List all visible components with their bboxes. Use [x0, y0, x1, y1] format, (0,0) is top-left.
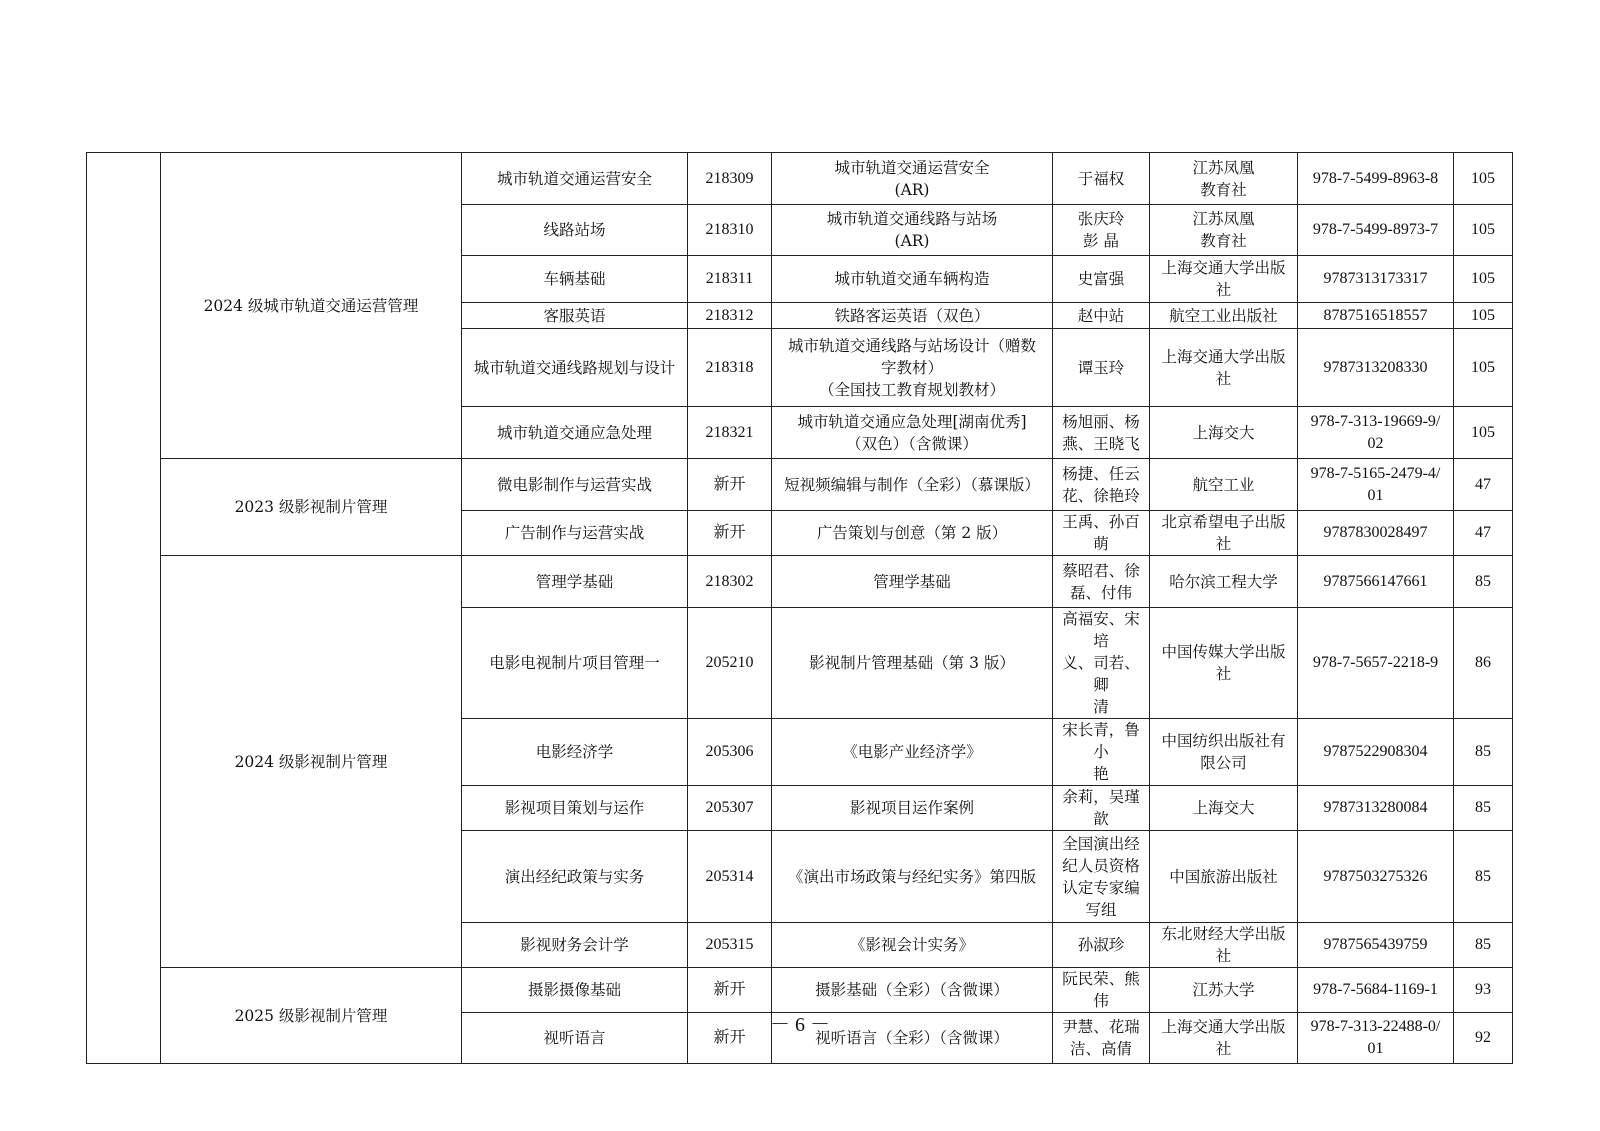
textbook-title-cell: 视听语言（全彩）（含微课）	[772, 1013, 1053, 1064]
author-cell	[1053, 556, 1150, 608]
publisher-cell	[1150, 923, 1298, 968]
quantity-cell: 85	[1454, 831, 1513, 923]
publisher-cell: 上海交大	[1150, 407, 1298, 459]
publisher-cell: 航空工业	[1150, 459, 1298, 511]
course-cell: 广告制作与运营实战	[462, 511, 688, 556]
author-line: 义、司若、卿	[1062, 654, 1140, 694]
course-code-cell: 新开	[688, 968, 772, 1013]
author-cell	[1053, 205, 1150, 256]
course-code-cell: 205210	[688, 608, 772, 719]
publisher-cell	[1150, 608, 1298, 719]
quantity-cell: 93	[1454, 968, 1513, 1013]
publisher-cell: 哈尔滨工程大学	[1150, 556, 1298, 608]
isbn-cell: 8787516518557	[1298, 303, 1454, 329]
isbn-line: 02	[1367, 434, 1384, 452]
textbook-title-line: 城市轨道交通线路与站场	[826, 210, 998, 228]
course-code-cell: 新开	[688, 459, 772, 511]
quantity-cell: 105	[1454, 329, 1513, 407]
publisher-line: 限公司	[1200, 754, 1247, 772]
course-code-cell: 205315	[688, 923, 772, 968]
publisher-line: 上海交通大学出版	[1161, 1018, 1286, 1036]
publisher-cell	[1150, 719, 1298, 786]
publisher-cell	[1150, 329, 1298, 407]
author-cell: 史富强	[1053, 256, 1150, 303]
author-cell: 谭玉玲	[1053, 329, 1150, 407]
author-line: 花、徐艳玲	[1062, 486, 1140, 505]
course-cell: 城市轨道交通运营安全	[462, 153, 688, 205]
author-line: 彭 晶	[1083, 232, 1119, 250]
isbn-cell: 9787522908304	[1298, 719, 1454, 786]
textbook-title-line: （双色）（含微课）	[846, 434, 978, 453]
isbn-cell: 978-7-5657-2218-9	[1298, 608, 1454, 719]
isbn-cell: 9787830028497	[1298, 511, 1454, 556]
publisher-line: 北京希望电子出版	[1161, 513, 1286, 531]
isbn-cell: 9787313280084	[1298, 786, 1454, 831]
isbn-cell: 978-7-5499-8973-7	[1298, 205, 1454, 256]
isbn-line: 01	[1367, 486, 1384, 504]
textbook-title-cell: 《演出市场政策与经纪实务》第四版	[772, 831, 1053, 923]
author-cell	[1053, 608, 1150, 719]
textbook-title-cell: 广告策划与创意（第 2 版）	[772, 511, 1053, 556]
publisher-cell	[1150, 153, 1298, 205]
publisher-cell	[1150, 205, 1298, 256]
isbn-cell: 9787313208330	[1298, 329, 1454, 407]
textbook-title-cell	[772, 329, 1053, 407]
textbook-title-cell: 短视频编辑与制作（全彩）（慕课版）	[772, 459, 1053, 511]
textbook-title-cell: 《电影产业经济学》	[772, 719, 1053, 786]
course-cell: 电影电视制片项目管理一	[462, 608, 688, 719]
course-code-cell: 218309	[688, 153, 772, 205]
quantity-cell: 47	[1454, 511, 1513, 556]
course-code-cell: 新开	[688, 511, 772, 556]
course-code-cell: 218321	[688, 407, 772, 459]
class-name-cell: 2025 级影视制片管理	[161, 968, 462, 1064]
author-cell: 赵中站	[1053, 303, 1150, 329]
author-cell	[1053, 459, 1150, 511]
course-cell: 视听语言	[462, 1013, 688, 1064]
isbn-cell: 9787566147661	[1298, 556, 1454, 608]
quantity-cell: 85	[1454, 719, 1513, 786]
quantity-cell: 47	[1454, 459, 1513, 511]
author-line: 洁、高倩	[1069, 1040, 1132, 1058]
publisher-cell: 上海交大	[1150, 786, 1298, 831]
textbook-title-cell: 影视制片管理基础（第 3 版）	[772, 608, 1053, 719]
table-row	[87, 459, 1513, 511]
author-line: 杨捷、任云	[1062, 464, 1140, 483]
table-row	[87, 968, 1513, 1013]
course-cell: 影视财务会计学	[462, 923, 688, 968]
course-code-cell: 205314	[688, 831, 772, 923]
textbook-title-cell: 影视项目运作案例	[772, 786, 1053, 831]
course-code-cell: 218302	[688, 556, 772, 608]
author-line: 张庆玲	[1077, 210, 1125, 228]
publisher-line: 中国传媒大学出版	[1161, 643, 1286, 661]
textbook-table	[86, 152, 1513, 1064]
textbook-title-line: (AR)	[894, 232, 930, 250]
publisher-line: 社	[1215, 535, 1232, 553]
author-cell	[1053, 719, 1150, 786]
publisher-line: 江苏凤凰	[1192, 158, 1255, 177]
publisher-cell	[1150, 256, 1298, 303]
author-line: 蔡昭君、徐	[1062, 561, 1140, 580]
isbn-cell: 9787503275326	[1298, 831, 1454, 923]
publisher-line: 社	[1215, 369, 1232, 388]
course-code-cell: 205306	[688, 719, 772, 786]
textbook-title-line: 字教材）	[880, 358, 943, 377]
author-line: 艳	[1093, 765, 1109, 783]
publisher-cell: 中国旅游出版社	[1150, 831, 1298, 923]
quantity-cell: 85	[1454, 923, 1513, 968]
author-line: 尹慧、花瑞	[1062, 1018, 1140, 1036]
isbn-cell	[1298, 459, 1454, 511]
course-cell: 演出经纪政策与实务	[462, 831, 688, 923]
course-cell: 电影经济学	[462, 719, 688, 786]
leading-blank-cell	[87, 153, 161, 1064]
publisher-line: 上海交通大学出版	[1161, 259, 1286, 277]
course-code-cell: 218310	[688, 205, 772, 256]
publisher-line: 中国纺织出版社有	[1161, 732, 1286, 750]
author-line: 纪人员资格	[1062, 856, 1140, 875]
isbn-line: 978-7-313-22488-0/	[1310, 1018, 1441, 1035]
course-cell: 影视项目策划与运作	[462, 786, 688, 831]
quantity-cell: 85	[1454, 786, 1513, 831]
course-cell: 管理学基础	[462, 556, 688, 608]
page-number: － 6 －	[770, 1014, 830, 1036]
table-body	[87, 153, 1513, 1064]
course-code-cell: 新开	[688, 1013, 772, 1064]
textbook-title-cell: 《影视会计实务》	[772, 923, 1053, 968]
class-name-cell: 2023 级影视制片管理	[161, 459, 462, 556]
quantity-cell: 105	[1454, 303, 1513, 329]
isbn-line: 978-7-5165-2479-4/	[1310, 464, 1441, 482]
quantity-cell: 105	[1454, 407, 1513, 459]
course-cell: 城市轨道交通线路规划与设计	[462, 329, 688, 407]
publisher-cell: 江苏大学	[1150, 968, 1298, 1013]
course-cell: 城市轨道交通应急处理	[462, 407, 688, 459]
table-row	[87, 556, 1513, 608]
author-line: 写组	[1085, 900, 1117, 919]
textbook-title-line: 城市轨道交通运营安全	[834, 158, 990, 177]
textbook-title-line: 城市轨道交通应急处理[湖南优秀]	[797, 412, 1027, 431]
textbook-title-cell: 铁路客运英语（双色）	[772, 303, 1053, 329]
course-cell: 线路站场	[462, 205, 688, 256]
textbook-title-cell	[772, 153, 1053, 205]
isbn-line: 978-7-313-19669-9/	[1310, 412, 1441, 430]
publisher-cell	[1150, 511, 1298, 556]
publisher-line: 教育社	[1200, 180, 1247, 199]
quantity-cell: 105	[1454, 256, 1513, 303]
course-code-cell: 205307	[688, 786, 772, 831]
quantity-cell: 86	[1454, 608, 1513, 719]
author-cell: 余莉，吴瑾歆	[1053, 786, 1150, 831]
course-cell: 车辆基础	[462, 256, 688, 303]
isbn-cell	[1298, 407, 1454, 459]
author-cell: 于福权	[1053, 153, 1150, 205]
isbn-cell: 9787565439759	[1298, 923, 1454, 968]
textbook-title-cell: 管理学基础	[772, 556, 1053, 608]
author-line: 高福安、宋培	[1062, 610, 1140, 650]
table-row	[87, 153, 1513, 205]
course-code-cell: 218318	[688, 329, 772, 407]
author-line: 全国演出经	[1062, 834, 1140, 853]
publisher-line: 上海交通大学出版	[1161, 347, 1286, 366]
textbook-title-cell: 城市轨道交通车辆构造	[772, 256, 1053, 303]
author-line: 杨旭丽、杨	[1062, 412, 1140, 431]
course-code-cell: 218311	[688, 256, 772, 303]
author-line: 清	[1093, 698, 1109, 716]
publisher-line: 教育社	[1200, 232, 1247, 250]
isbn-cell: 978-7-5499-8963-8	[1298, 153, 1454, 205]
publisher-line: 社	[1215, 281, 1232, 299]
course-cell: 摄影摄像基础	[462, 968, 688, 1013]
author-line: 宋长青，鲁小	[1062, 721, 1140, 761]
publisher-line: 社	[1215, 947, 1232, 965]
publisher-cell: 航空工业出版社	[1150, 303, 1298, 329]
author-cell: 阮民荣、熊伟	[1053, 968, 1150, 1013]
class-name-cell: 2024 级城市轨道交通运营管理	[161, 153, 462, 459]
textbook-title-line: （全国技工教育规划教材）	[818, 380, 1005, 399]
author-cell	[1053, 407, 1150, 459]
publisher-line: 东北财经大学出版	[1161, 925, 1286, 943]
textbook-title-cell	[772, 205, 1053, 256]
textbook-title-cell: 摄影基础（全彩）（含微课）	[772, 968, 1053, 1013]
publisher-line: 社	[1215, 1040, 1232, 1058]
isbn-cell: 9787313173317	[1298, 256, 1454, 303]
author-line: 磊、付伟	[1069, 583, 1132, 602]
isbn-cell: 978-7-5684-1169-1	[1298, 968, 1454, 1013]
course-cell: 客服英语	[462, 303, 688, 329]
isbn-line: 01	[1367, 1040, 1384, 1057]
course-cell: 微电影制作与运营实战	[462, 459, 688, 511]
author-line: 燕、王晓飞	[1062, 434, 1140, 453]
author-line: 认定专家编	[1062, 878, 1140, 897]
textbook-title-line: (AR)	[894, 180, 930, 199]
course-code-cell: 218312	[688, 303, 772, 329]
quantity-cell: 105	[1454, 153, 1513, 205]
author-cell: 王禹、孙百萌	[1053, 511, 1150, 556]
textbook-title-cell	[772, 407, 1053, 459]
quantity-cell: 92	[1454, 1013, 1513, 1064]
class-name-cell: 2024 级影视制片管理	[161, 556, 462, 968]
quantity-cell: 105	[1454, 205, 1513, 256]
author-cell	[1053, 831, 1150, 923]
publisher-line: 江苏凤凰	[1192, 210, 1255, 228]
publisher-line: 社	[1215, 665, 1232, 683]
textbook-title-line: 城市轨道交通线路与站场设计（赠数	[787, 336, 1036, 355]
quantity-cell: 85	[1454, 556, 1513, 608]
author-cell: 孙淑珍	[1053, 923, 1150, 968]
